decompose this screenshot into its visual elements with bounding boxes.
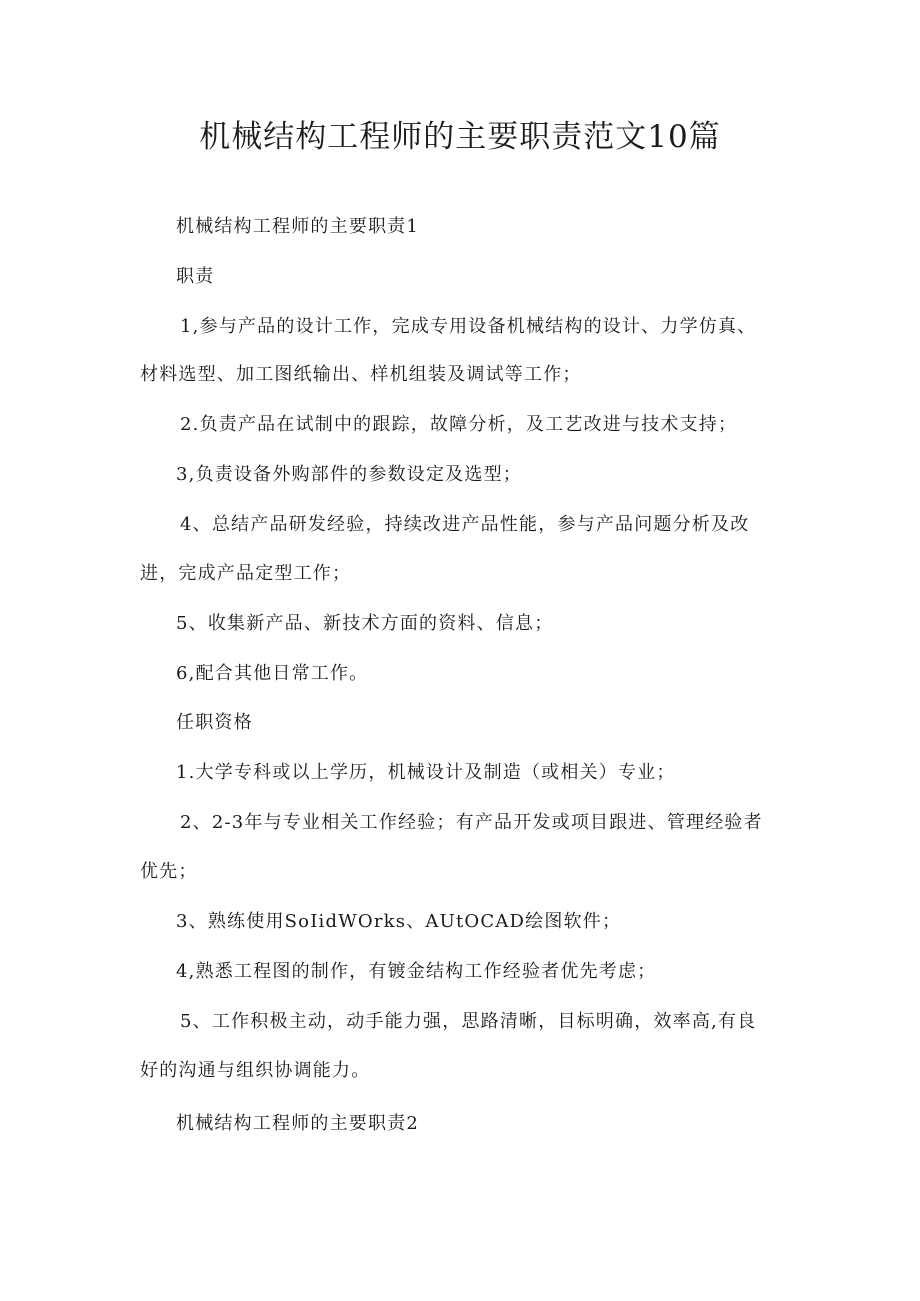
duty-2: 2.负责产品在试制中的跟踪，故障分析，及工艺改进与技术支持；	[180, 414, 738, 435]
duty-3: 3,负责设备外购部件的参数设定及选型；	[176, 464, 522, 485]
duty-6: 6,配合其他日常工作。	[176, 663, 369, 684]
qualification-5-line-1: 5、工作积极主动，动手能力强，思路清晰，目标明确，效率高,有良	[180, 1011, 757, 1032]
section-heading-1: 机械结构工程师的主要职责1	[176, 216, 420, 237]
qualifications-label: 任职资格	[176, 712, 253, 733]
qualification-1: 1.大学专科或以上学历，机械设计及制造（或相关）专业；	[176, 762, 676, 783]
qualification-4: 4,熟悉工程图的制作，有镀金结构工作经验者优先考虑；	[176, 961, 657, 982]
duty-1-line-1: 1,参与产品的设计工作，完成专用设备机械结构的设计、力学仿真、	[180, 316, 757, 337]
qualification-3: 3、熟练使用SoIidWOrks、AUtOCAD绘图软件；	[176, 911, 622, 932]
qualification-2-line-2: 优先；	[140, 861, 198, 882]
qualification-5-line-2: 好的沟通与组织协调能力。	[140, 1060, 371, 1081]
duty-5: 5、收集新产品、新技术方面的资料、信息；	[176, 613, 554, 634]
duties-label: 职责	[176, 266, 215, 287]
duty-4-line-2: 进，完成产品定型工作；	[140, 563, 352, 584]
section-heading-2: 机械结构工程师的主要职责2	[176, 1113, 420, 1134]
duty-1-line-2: 材料选型、加工图纸输出、样机组装及调试等工作；	[140, 364, 582, 385]
duty-4-line-1: 4、总结产品研发经验，持续改进产品性能，参与产品问题分析及改	[180, 514, 750, 535]
qualification-2-line-1: 2、2-3年与专业相关工作经验；有产品开发或项目跟进、管理经验者	[180, 812, 763, 833]
document-title: 机械结构工程师的主要职责范文10篇	[199, 119, 721, 155]
